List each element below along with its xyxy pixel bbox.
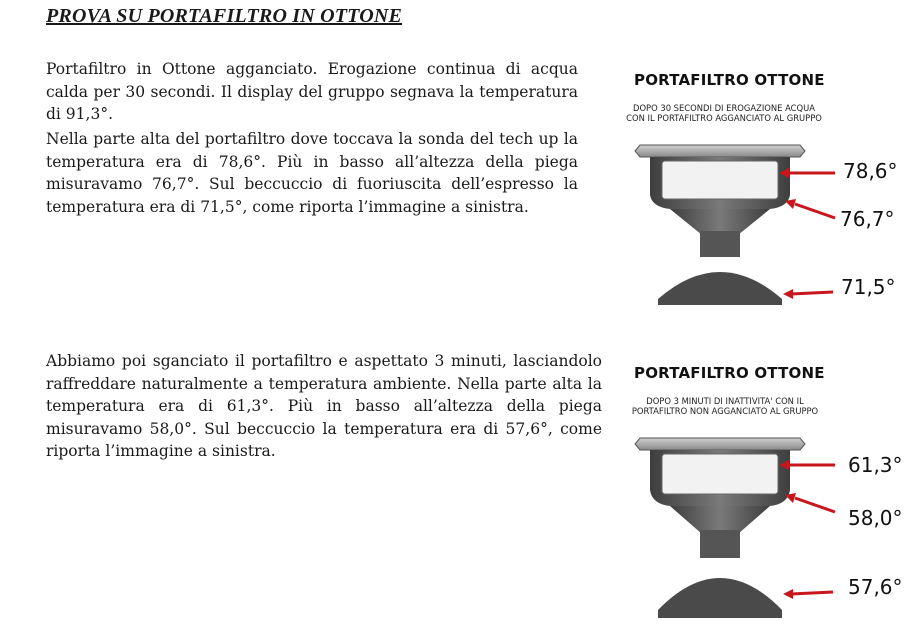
temperature-reading-top: 61,3°: [848, 453, 903, 477]
subtitle-line: PORTAFILTRO NON AGGANCIATO AL GRUPPO: [631, 406, 819, 416]
arrows-hot: [775, 160, 835, 300]
paragraph-text: Portafiltro in Ottone agganciato. Erogazione continua di acqua calda per 30 secondi. Il display del gruppo segnava la temperatura di 91,3°.: [46, 60, 578, 124]
arrow-icon: [791, 592, 833, 594]
subtitle-line: CON IL PORTAFILTRO AGGANCIATO AL GRUPPO: [626, 113, 822, 123]
arrow-head-icon: [783, 289, 793, 299]
measurement-paragraph-hot: [46, 128, 578, 218]
paragraph-text: Abbiamo poi sganciato il portafiltro e aspettato 3 minuti, lasciandolo raffreddare naturalmente a temperatura ambiente. Nella parte alta la temperatura era di 61,3°. Più in basso all’altezza della piega misuravamo 58,0°. Sul beccuccio la temperatura era di 57,6°, come riporta l’immagine a sinistra.: [46, 352, 602, 461]
arrow-head-icon: [785, 199, 796, 209]
arrow-icon: [795, 498, 835, 512]
subtitle-line: DOPO 30 SECONDI DI EROGAZIONE ACQUA: [633, 103, 815, 113]
arrow-head-icon: [779, 460, 789, 470]
temperature-reading-spout: 57,6°: [848, 575, 903, 599]
arrow-head-icon: [779, 168, 789, 178]
arrow-head-icon: [783, 589, 793, 599]
subtitle-line: DOPO 3 MINUTI DI INATTIVITA' CON IL: [646, 396, 804, 406]
paragraph-text: Nella parte alta del portafiltro dove toccava la sonda del tech up la temperatura era di 78,6°. Più in basso all’altezza della piega misuravamo 76,7°. Sul beccuccio di fuoriuscita dell’espresso la temperatura era di 71,5°, come riporta l’immagine a sinistra.: [46, 130, 578, 216]
temperature-reading-spout: 71,5°: [841, 275, 896, 299]
figure-title: PORTAFILTRO OTTONE: [634, 364, 825, 382]
arrows-cold: [775, 452, 835, 602]
temperature-reading-fold: 58,0°: [848, 506, 903, 530]
figure-subtitle: [602, 396, 848, 416]
temperature-reading-fold: 76,7°: [840, 207, 895, 231]
arrow-icon: [791, 292, 833, 294]
arrow-head-icon: [785, 493, 796, 503]
figure-title: PORTAFILTRO OTTONE: [634, 71, 825, 89]
arrow-icon: [795, 204, 835, 218]
temperature-reading-top: 78,6°: [843, 159, 898, 183]
figure-subtitle: [600, 103, 848, 123]
intro-paragraph: [46, 58, 578, 126]
measurement-paragraph-cold: [46, 350, 602, 463]
page-title: PROVA SU PORTAFILTRO IN OTTONE: [46, 5, 403, 27]
